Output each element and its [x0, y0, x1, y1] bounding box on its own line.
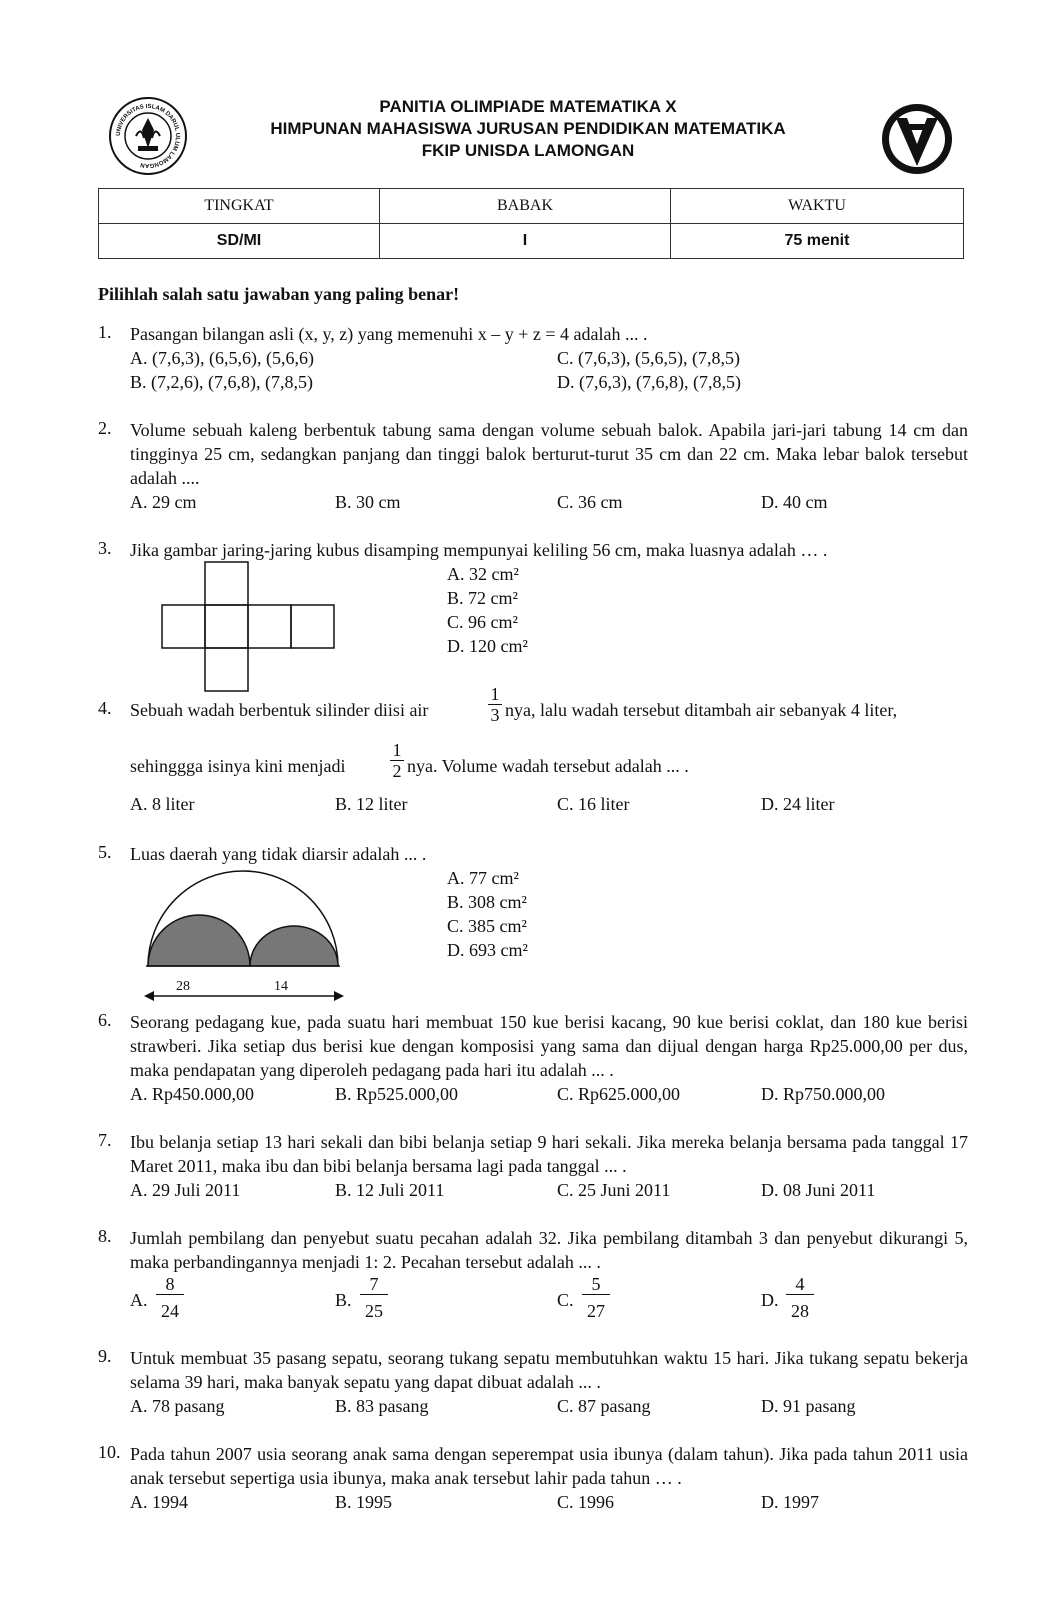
q8-c-numerator: 5 — [591, 1274, 601, 1294]
q6-number: 6. — [98, 1010, 112, 1030]
q8-a-denominator: 24 — [156, 1294, 184, 1321]
q8-b-numerator: 7 — [369, 1274, 379, 1294]
q8-b-denominator: 25 — [360, 1294, 388, 1321]
q4-frac1-numerator: 1 — [490, 684, 500, 704]
q8-d-denominator: 28 — [786, 1294, 814, 1321]
q8-d-numerator: 4 — [795, 1274, 805, 1294]
semicircle-figure — [140, 868, 346, 1004]
q2-option-c: C. 36 cm — [557, 492, 623, 512]
info-table — [98, 188, 964, 259]
q8-option-a-label: A. — [130, 1290, 148, 1310]
q1-number: 1. — [98, 322, 112, 342]
q7-option-b: B. 12 Juli 2011 — [335, 1180, 445, 1200]
q4-option-a: A. 8 liter — [130, 794, 195, 814]
q10-option-d: D. 1997 — [761, 1492, 819, 1512]
q2-option-b: B. 30 cm — [335, 492, 401, 512]
q4-option-c: C. 16 liter — [557, 794, 630, 814]
q4-text-a: Sebuah wadah berbentuk silinder diisi air — [130, 700, 429, 720]
q1-option-b: B. (7,2,6), (7,6,8), (7,8,5) — [130, 372, 313, 392]
q8-option-b-fraction — [360, 1274, 388, 1321]
diameter-label-28: 28 — [176, 979, 190, 994]
q4-number: 4. — [98, 698, 112, 718]
q8-option-c-label: C. — [557, 1290, 574, 1310]
q10-text: Pada tahun 2007 usia seorang anak sama dengan seperempat usia ibunya (dalam tahun). Jika pada tahun 2011 usia anak tersebut sepertiga usia ibunya, maka anak tersebut lahir pada tahun … . — [130, 1444, 968, 1488]
q6-option-d: D. Rp750.000,00 — [761, 1084, 886, 1104]
q7-option-a: A. 29 Juli 2011 — [130, 1180, 241, 1200]
q8-option-d-fraction — [786, 1274, 814, 1321]
q6-option-c: C. Rp625.000,00 — [557, 1084, 681, 1104]
q8-c-denominator: 27 — [582, 1294, 610, 1321]
q1-option-d: D. (7,6,3), (7,6,8), (7,8,5) — [557, 372, 741, 392]
q2-number: 2. — [98, 418, 112, 438]
q2-text: Volume sebuah kaleng berbentuk tabung sama dengan volume sebuah balok. Apabila jari-jari tabung 14 cm dan tingginya 25 cm, sedangkan panjang dan tinggi balok berturut-turut 35 cm dan 22 cm. Maka lebar balok tersebut adalah .... — [130, 420, 968, 488]
value-babak: I — [380, 224, 671, 259]
diameter-label-14: 14 — [274, 979, 288, 994]
q3-option-d: D. 120 cm² — [447, 636, 528, 656]
q3-option-a: A. 32 cm² — [447, 564, 519, 584]
header-tingkat: TINGKAT — [99, 189, 380, 224]
q10-option-c: C. 1996 — [557, 1492, 615, 1512]
q4-fraction-2 — [390, 740, 404, 781]
instruction: Pilihlah salah satu jawaban yang paling benar! — [98, 284, 460, 304]
q5-option-b: B. 308 cm² — [447, 892, 527, 912]
q9-option-b: B. 83 pasang — [335, 1396, 429, 1416]
q3-number: 3. — [98, 538, 112, 558]
q4-text-b: nya, lalu wadah tersebut ditambah air sebanyak 4 liter, — [505, 700, 898, 720]
q10-number: 10. — [98, 1442, 121, 1462]
value-waktu: 75 menit — [671, 224, 964, 259]
q7-option-d: D. 08 Juni 2011 — [761, 1180, 876, 1200]
q4-text-c: sehinggga isinya kini menjadi — [130, 756, 346, 776]
q1-option-a: A. (7,6,3), (6,5,6), (5,6,6) — [130, 348, 314, 368]
q5-number: 5. — [98, 842, 112, 862]
q5-text: Luas daerah yang tidak diarsir adalah ... . — [130, 844, 427, 864]
q9-text: Untuk membuat 35 pasang sepatu, seorang tukang sepatu membutuhkan waktu 15 hari. Jika tukang sepatu bekerja selama 39 hari, maka banyak sepatu yang dapat dibuat adalah ... . — [130, 1348, 968, 1392]
q7-number: 7. — [98, 1130, 112, 1150]
q8-option-a-fraction — [156, 1274, 184, 1321]
q4-text-d: nya. Volume wadah tersebut adalah ... . — [407, 756, 689, 776]
q3-option-c: C. 96 cm² — [447, 612, 518, 632]
header-line-2: HIMPUNAN MAHASISWA JURUSAN PENDIDIKAN MATEMATIKA — [270, 119, 786, 138]
olympiad-logo — [880, 102, 954, 176]
q8-a-numerator: 8 — [165, 1274, 175, 1294]
q6-option-b: B. Rp525.000,00 — [335, 1084, 459, 1104]
q7-text: Ibu belanja setiap 13 hari sekali dan bibi belanja setiap 9 hari sekali. Jika mereka belanja bersama pada tanggal 17 Maret 2011, maka ibu dan bibi belanja bersama lagi pada tanggal ... . — [130, 1132, 968, 1176]
header-line-3: FKIP UNISDA LAMONGAN — [421, 141, 635, 160]
header-waktu: WAKTU — [671, 189, 964, 224]
q10-option-a: A. 1994 — [130, 1492, 188, 1512]
q6-text: Seorang pedagang kue, pada suatu hari membuat 150 kue berisi kacang, 90 kue berisi coklat, dan 180 kue berisi strawberi. Jika setiap dus berisi kue dengan komposisi yang sama dan dijual dengan harga Rp25.000,00 per dus, maka pendapatan yang diperoleh pedagang pada hari itu adalah ... . — [130, 1012, 968, 1080]
q1-text: Pasangan bilangan asli (x, y, z) yang memenuhi x – y + z = 4 adalah ... . — [130, 324, 648, 344]
q5-option-c: C. 385 cm² — [447, 916, 527, 936]
q2-option-a: A. 29 cm — [130, 492, 197, 512]
cube-net-figure — [160, 560, 340, 692]
q8-option-c-fraction — [582, 1274, 610, 1321]
value-tingkat: SD/MI — [99, 224, 380, 259]
seal-text: UNIVERSITAS ISLAM DARUL ULUM LAMONGAN — [115, 103, 181, 169]
q4-frac2-numerator: 1 — [392, 740, 402, 760]
q10-option-b: B. 1995 — [335, 1492, 393, 1512]
q4-frac1-denominator: 3 — [488, 704, 502, 725]
q9-option-d: D. 91 pasang — [761, 1396, 856, 1416]
q3-text: Jika gambar jaring-jaring kubus disamping mempunyai keliling 56 cm, maka luasnya adalah … . — [130, 540, 828, 560]
q4-fraction-1 — [488, 684, 502, 725]
q5-option-a: A. 77 cm² — [447, 868, 519, 888]
q4-frac2-denominator: 2 — [390, 760, 404, 781]
q4-option-b: B. 12 liter — [335, 794, 408, 814]
q8-option-b-label: B. — [335, 1290, 352, 1310]
q1-option-c: C. (7,6,3), (5,6,5), (7,8,5) — [557, 348, 740, 368]
header-line-1: PANITIA OLIMPIADE MATEMATIKA X — [379, 97, 677, 116]
q3-option-b: B. 72 cm² — [447, 588, 518, 608]
header-babak: BABAK — [380, 189, 671, 224]
q6-option-a: A. Rp450.000,00 — [130, 1084, 255, 1104]
q9-option-c: C. 87 pasang — [557, 1396, 651, 1416]
q7-option-c: C. 25 Juni 2011 — [557, 1180, 671, 1200]
q9-option-a: A. 78 pasang — [130, 1396, 225, 1416]
q2-option-d: D. 40 cm — [761, 492, 828, 512]
q8-option-d-label: D. — [761, 1290, 779, 1310]
q8-number: 8. — [98, 1226, 112, 1246]
q5-option-d: D. 693 cm² — [447, 940, 528, 960]
q9-number: 9. — [98, 1346, 112, 1366]
q8-text: Jumlah pembilang dan penyebut suatu pecahan adalah 32. Jika pembilang ditambah 3 dan penyebut dikurangi 5, maka perbandingannya menjadi 1: 2. Pecahan tersebut adalah ... . — [130, 1228, 968, 1272]
q4-option-d: D. 24 liter — [761, 794, 835, 814]
